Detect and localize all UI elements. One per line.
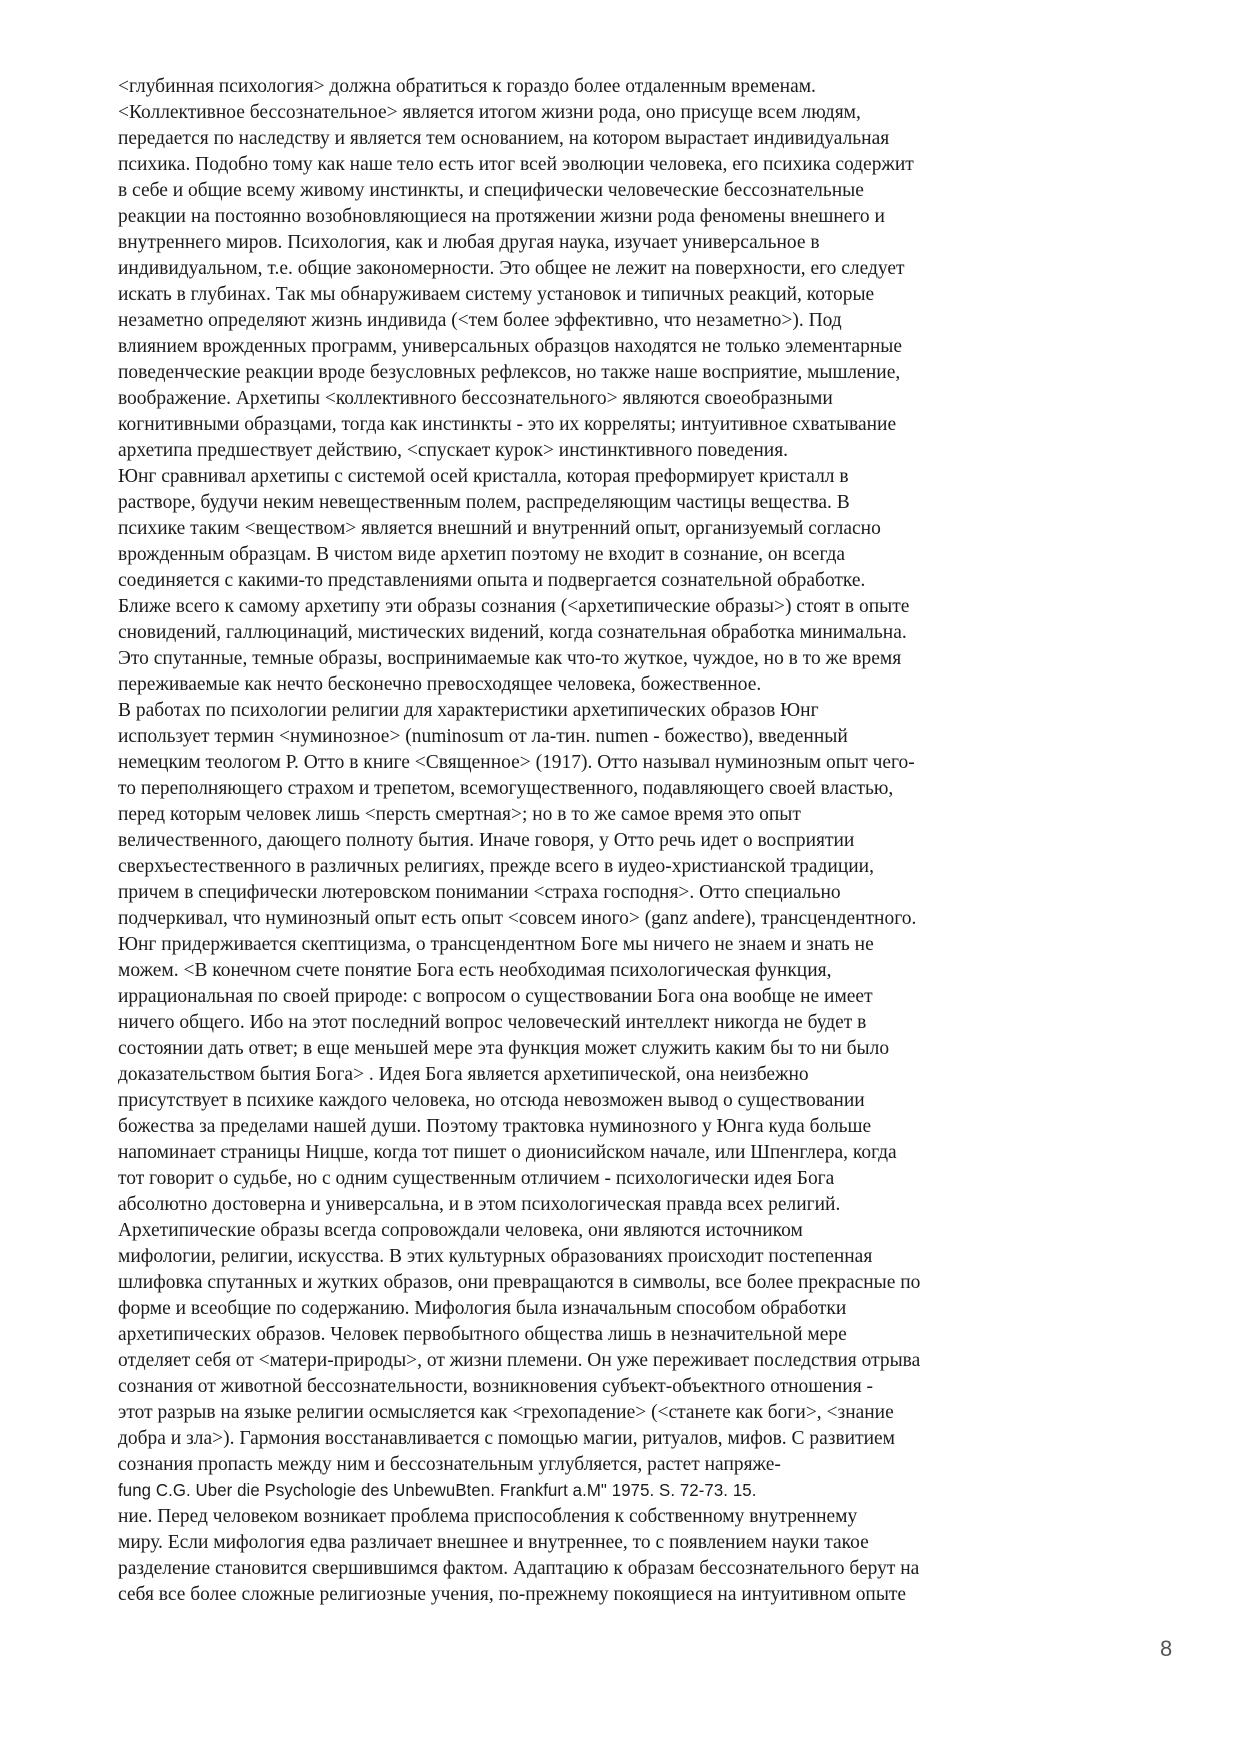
text-line: разделение становится свершившимся фактом. Адаптацию к образам бессознательного берут на	[118, 1557, 920, 1579]
text-line: ние. Перед человеком возникает проблема приспособления к собственному внутреннему	[118, 1505, 858, 1527]
text-line: сновидений, галлюцинаций, мистических видений, когда сознательная обработка минимальна.	[118, 621, 907, 643]
text-line: индивидуальном, т.е. общие закономерности. Это общее не лежит на поверхности, его следует	[118, 257, 905, 279]
text-line: форме и всеобщие по содержанию. Мифология была изначальным способом обработки	[118, 1297, 847, 1319]
text-line: незаметно определяют жизнь индивида (<тем более эффективно, что незаметно>). Под	[118, 309, 842, 331]
text-line: можем. <В конечном счете понятие Бога есть необходимая психологическая функция,	[118, 959, 832, 981]
text-line: Это спутанные, темные образы, воспринимаемые как что-то жуткое, чуждое, но в то же время	[118, 647, 902, 669]
text-line: психика. Подобно тому как наше тело есть итог всей эволюции человека, его психика содержит	[118, 153, 914, 175]
text-line: <глубинная психология> должна обратиться к гораздо более отдаленным временам.	[118, 75, 816, 97]
text-line: добра и зла>). Гармония восстанавливается с помощью магии, ритуалов, мифов. С развитием	[118, 1427, 895, 1449]
text-line: ничего общего. Ибо на этот последний вопрос человеческий интеллект никогда не будет в	[118, 1011, 867, 1033]
text-line: себя все более сложные религиозные учения, по-прежнему покоящиеся на интуитивном опыте	[118, 1583, 907, 1605]
text-line: Архетипические образы всегда сопровождали человека, они являются источником	[118, 1219, 803, 1241]
text-line: переживаемые как нечто бесконечно превосходящее человека, божественное.	[118, 673, 762, 695]
text-line: архетипических образов. Человек первобытного общества лишь в незначительной мере	[118, 1323, 847, 1345]
text-line: реакции на постоянно возобновляющиеся на протяжении жизни рода феномены внешнего и	[118, 205, 885, 227]
text-line: то переполняющего страхом и трепетом, всемогущественного, подавляющего своей властью,	[118, 777, 894, 799]
text-line: архетипа предшествует действию, <спускает курок> инстинктивного поведения.	[118, 439, 789, 461]
text-line: этот разрыв на языке религии осмысляется как <грехопадение> (<станете как боги>, <знание	[118, 1401, 894, 1423]
text-line: сознания пропасть между ним и бессознательным углубляется, растет напряже-	[118, 1453, 781, 1475]
body-text	[118, 73, 1118, 1607]
text-line: врожденным образцам. В чистом виде архетип поэтому не входит в сознание, он всегда	[118, 543, 846, 565]
footnote-reference: fung C.G. Uber die Psychologie des UnbewuBten. Frankfurt a.M" 1975. S. 72-73. 15.	[118, 1480, 757, 1500]
text-line: воображение. Архетипы <коллективного бессознательного> являются своеобразными	[118, 387, 833, 409]
text-line: влиянием врожденных программ, универсальных образцов находятся не только элементарные	[118, 335, 903, 357]
text-line: божества за пределами нашей души. Поэтому трактовка нуминозного у Юнга куда больше	[118, 1115, 872, 1137]
text-line: <Коллективное бессознательное> является итогом жизни рода, оно присуще всем людям,	[118, 101, 861, 123]
text-line: передается по наследству и является тем основанием, на котором вырастает индивидуальная	[118, 127, 890, 149]
text-line: доказательством бытия Бога> . Идея Бога является архетипической, она неизбежно	[118, 1063, 809, 1085]
text-line: подчеркивал, что нуминозный опыт есть опыт <совсем иного> (ganz andere), трансцендентного.	[118, 907, 917, 929]
text-line: Ближе всего к самому архетипу эти образы сознания (<архетипические образы>) стоят в опыте	[118, 595, 910, 617]
text-line: использует термин <нуминозное> (numinosum от ла-тин. numen - божество), введенный	[118, 725, 848, 747]
text-line: Юнг придерживается скептицизма, о трансцендентном Боге мы ничего не знаем и знать не	[118, 933, 874, 955]
text-line: Юнг сравнивал архетипы с системой осей кристалла, которая преформирует кристалл в	[118, 465, 849, 487]
text-line: миру. Если мифология едва различает внешнее и внутреннее, то с появлением науки такое	[118, 1531, 869, 1553]
text-line: абсолютно достоверна и универсальна, и в этом психологическая правда всех религий.	[118, 1193, 841, 1215]
text-line: состоянии дать ответ; в еще меньшей мере эта функция может служить каким бы то ни было	[118, 1037, 890, 1059]
text-line: присутствует в психике каждого человека, но отсюда невозможен вывод о существовании	[118, 1089, 865, 1111]
text-line: перед которым человек лишь <персть смертная>; но в то же самое время это опыт	[118, 803, 801, 825]
text-line: напоминает страницы Ницше, когда тот пишет о дионисийском начале, или Шпенглера, когда	[118, 1141, 897, 1163]
text-line: соединяется с какими-то представлениями опыта и подвергается сознательной обработке.	[118, 569, 866, 591]
text-line: в себе и общие всему живому инстинкты, и специфически человеческие бессознательные	[118, 179, 864, 201]
text-line: сознания от животной бессознательности, возникновения субъект-объектного отношения -	[118, 1375, 874, 1397]
text-line: психике таким <веществом> является внешний и внутренний опыт, организуемый согласно	[118, 517, 881, 539]
text-line: шлифовка спутанных и жутких образов, они превращаются в символы, все более прекрасные по	[118, 1271, 921, 1293]
text-line: тот говорит о судьбе, но с одним существенным отличием - психологически идея Бога	[118, 1167, 835, 1189]
text-line: В работах по психологии религии для характеристики архетипических образов Юнг	[118, 699, 819, 721]
text-line: растворе, будучи неким невещественным полем, распределяющим частицы вещества. В	[118, 491, 850, 513]
text-line: когнитивными образцами, тогда как инстинкты - это их корреляты; интуитивное схватывание	[118, 413, 897, 435]
page-number: 8	[1160, 1636, 1173, 1661]
text-line: величественного, дающего полноту бытия. Иначе говоря, у Отто речь идет о восприятии	[118, 829, 855, 851]
text-line: внутреннего миров. Психология, как и любая другая наука, изучает универсальное в	[118, 231, 820, 253]
text-line: сверхъестественного в различных религиях, прежде всего в иудео-христианской традиции,	[118, 855, 874, 877]
text-line: причем в специфически лютеровском понимании <страха господня>. Отто специально	[118, 881, 841, 903]
text-line: мифологии, религии, искусства. В этих культурных образованиях происходит постепенная	[118, 1245, 873, 1267]
text-line: поведенческие реакции вроде безусловных рефлексов, но также наше восприятие, мышление,	[118, 361, 901, 383]
text-line: отделяет себя от <матери-природы>, от жизни племени. Он уже переживает последствия отрыва	[118, 1349, 921, 1371]
text-line: иррациональная по своей природе: с вопросом о существовании Бога она вообще не имеет	[118, 985, 873, 1007]
text-line: немецким теологом Р. Отто в книге <Священное> (1917). Отто называл нуминозным опыт чего-	[118, 751, 915, 773]
text-line: искать в глубинах. Так мы обнаруживаем систему установок и типичных реакций, которые	[118, 283, 875, 305]
